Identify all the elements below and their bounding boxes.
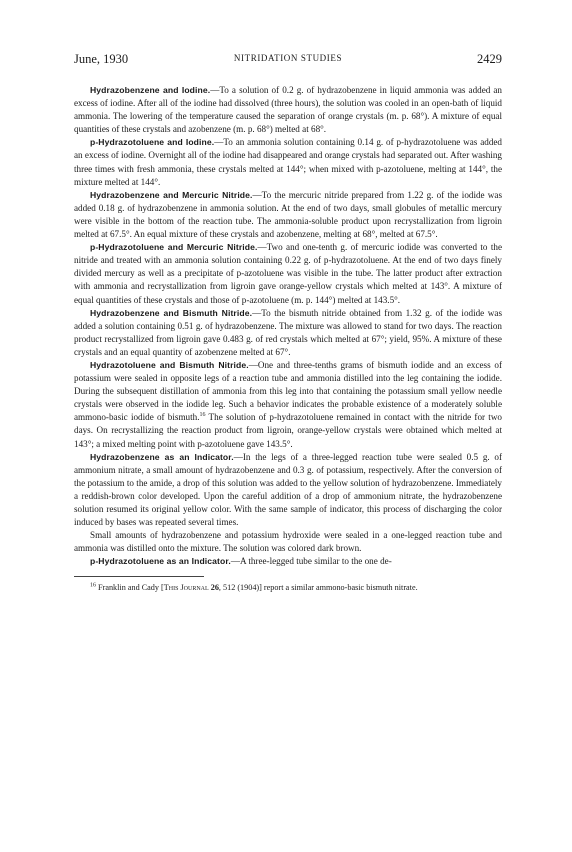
paragraph-hydrazotoluene-indicator	[74, 555, 502, 568]
header-date: June, 1930	[74, 52, 129, 66]
footnote-divider	[74, 576, 204, 577]
paragraph-hydrazobenzene-mercuric-nitride	[74, 189, 502, 241]
footnote	[74, 582, 502, 594]
footnote-text: Franklin and Cady [	[96, 583, 164, 593]
paragraph-heading: Hydrazobenzene and Mercuric Nitride.	[90, 189, 253, 200]
paragraph-hydrazobenzene-iodine	[74, 84, 502, 136]
paragraph-hydrazotoluene-iodine	[74, 136, 502, 188]
paragraph-heading: p-Hydrazotoluene and Iodine.	[90, 137, 215, 148]
paragraph-hydrazotoluene-bismuth-nitride	[74, 359, 502, 451]
paragraph-hydrazobenzene-bismuth-nitride	[74, 307, 502, 359]
footnote-text: , 512 (1904)] report a similar ammono-basic bismuth nitrate.	[218, 583, 418, 593]
paragraph-text: —To a solution of 0.2 g. of hydrazobenzene in liquid ammonia was added an excess of iodine. After all of the iodine had dissolved (three hours), the solution was cooled in an open-bath of liquid ammonia. The lowering of the temperature caused the separation of orange crystals (m. p. 68°). A mixture of equal quantities of these crystals and azobenzene (m. p. 68°) melted at 68°.	[74, 85, 502, 135]
paragraph-text: Small amounts of hydrazobenzene and potassium hydroxide were sealed in a one-legged reaction tube and ammonia was distilled onto the mixture. The solution was colored dark brown.	[74, 530, 502, 554]
paragraph-text: —To the bismuth nitride obtained from 1.32 g. of the iodide was added a solution containing 0.51 g. of hydrazobenzene. The mixture was allowed to stand for two days. The reaction product recrystallized from ligroin gave 0.483 g. of red crystals which melted at 67°; yield, 95%. A mixture of these crystals and an equal quantity of azobenzene melted at 67°.	[74, 307, 502, 357]
running-header	[74, 52, 502, 72]
paragraph-text: —To an ammonia solution containing 0.14 g. of p-hydrazotoluene was added an excess of iodine. Overnight all of the iodine had disappeared and orange crystals had separated out. After washing three times with fresh ammonia, these crystals melted at 144°; when mixed with p-azotoluene, melting at 144°, the mixture melted at 144°.	[74, 137, 502, 187]
paragraph-heading: Hydrazobenzene and Iodine.	[90, 85, 211, 95]
footnote-number: 16	[90, 582, 96, 589]
paragraph-heading: Hydrazotoluene and Bismuth Nitride.	[90, 359, 249, 370]
paragraph-text: The solution of p-hydrazotoluene remained in contact with the nitride for two days. On recrystallizing the reaction product from ligroin, orange-yellow crystals were obtained which melted at 143°; a mixed melting point with p-azotoluene gave 143.5°.	[74, 412, 502, 449]
paragraph-text: —In the legs of a three-legged reaction tube were sealed 0.5 g. of ammonium nitrate, a small amount of hydrazobenzene and 0.3 g. of potassium, respectively. After the conversion of the potassium to the amide, a drop of this solution was added to the yellow solution of hydrazobenzene. Immediately a reddish-brown color developed. Upon the careful addition of a drop of ammonium nitrate, the hydrazobenzene solution resumed its original yellow color. With the same sample of indicator, this process of discharging the color induced by bases was repeated several times.	[74, 451, 503, 528]
paragraph-text: —To the mercuric nitride prepared from 1.22 g. of the iodide was added 0.18 g. of hydrazobenzene in ammonia solution. At the end of two days, small globules of metallic mercury were visible in the bottom of the reaction tube. The ammonia-soluble product upon recrystallization from ligroin melted at 67.5°. An equal mixture of these crystals and azobenzene, melting at 68°, melted at 67.5°.	[74, 189, 502, 240]
paragraph-potassium-hydroxide	[74, 529, 502, 555]
paragraph-hydrazotoluene-mercuric-nitride	[74, 241, 502, 306]
paragraph-heading: p-Hydrazotoluene as an Indicator.	[90, 556, 231, 567]
footnote-volume: 26	[210, 583, 219, 593]
paragraph-text: —One and three-tenths grams of bismuth iodide and an excess of potassium were sealed in opposite legs of a reaction tube and ammonia distilled into the leg containing the iodide. During the subsequent distillation of ammonia from this leg into that containing the potassium small yellow needle crystals were observed in the iodide leg. Such a behavior indicates the probable existence of a moderately soluble ammono-basic iodide of bismuth.	[74, 359, 502, 423]
paragraph-hydrazobenzene-indicator	[74, 451, 502, 530]
journal-page	[74, 52, 502, 594]
footnote-reference[interactable]: 16	[199, 412, 206, 419]
paragraph-text: —Two and one-tenth g. of mercuric iodide was converted to the nitride and treated with an ammonia solution containing 0.22 g. of p-hydrazotoluene. At the end of two days finely divided mercury as well as a precipitate of p-azotoluene was visible in the tube. The latter product after extraction with ammonia and recrystallization from ligroin gave orange-yellow crystals which melted at 143°. A mixture of equal quantities of these crystals and those of p-azotoluene (m. p. 144°) melted at 143.5°.	[74, 242, 503, 305]
header-running-title: NITRIDATION STUDIES	[233, 53, 343, 63]
article-body	[74, 84, 502, 568]
paragraph-text: —A three-legged tube similar to the one de-	[230, 556, 392, 567]
header-page-number: 2429	[477, 52, 502, 66]
paragraph-heading: Hydrazobenzene as an Indicator.	[90, 451, 234, 462]
paragraph-heading: Hydrazobenzene and Bismuth Nitride.	[90, 307, 253, 318]
paragraph-heading: p-Hydrazotoluene and Mercuric Nitride.	[90, 242, 258, 253]
footnote-journal: This Journal	[163, 583, 209, 593]
